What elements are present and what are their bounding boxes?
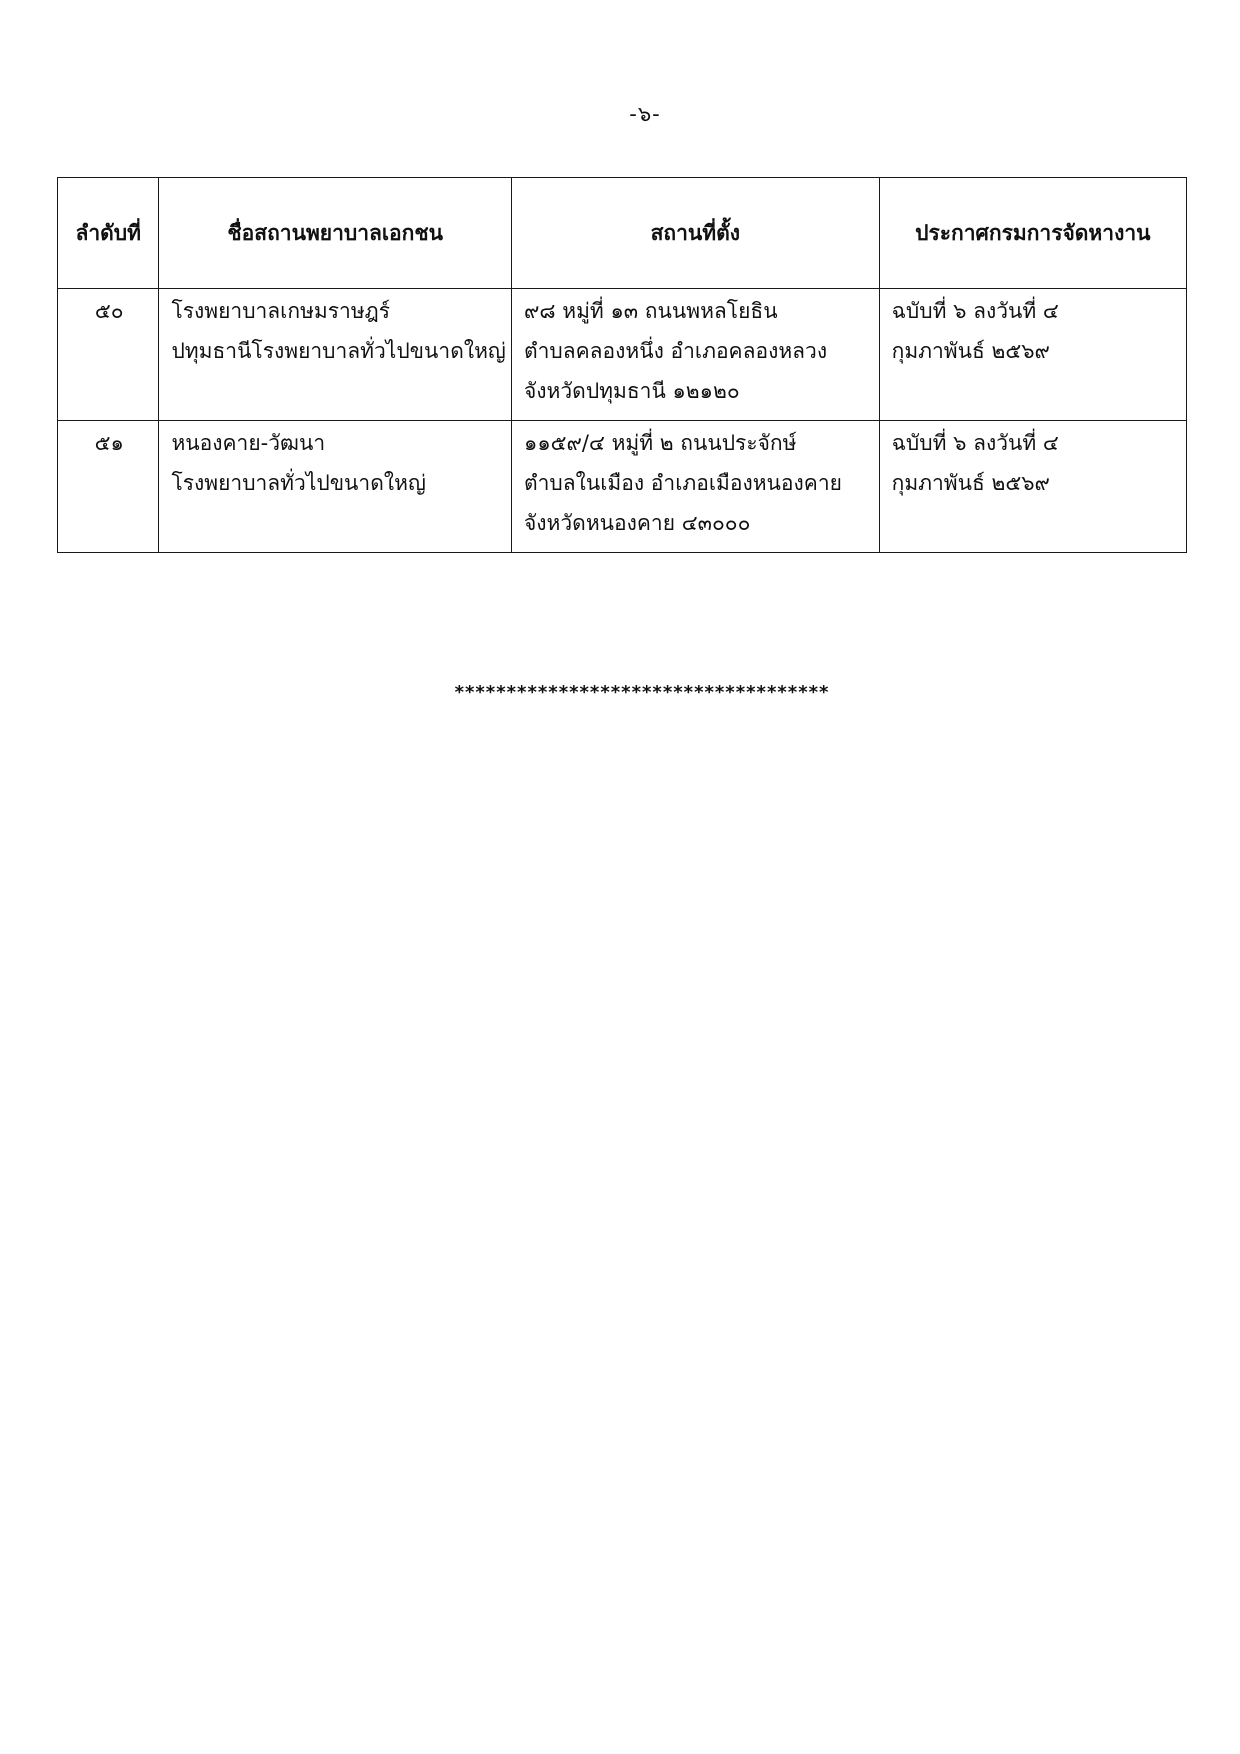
row-address	[511, 289, 879, 421]
header-announcement: ประกาศกรมการจัดหางาน	[879, 178, 1186, 289]
hospital-name-line: โรงพยาบาลทั่วไปขนาดใหญ่	[171, 471, 426, 495]
row-no: ๕๑	[58, 421, 159, 553]
row-announcement	[879, 289, 1186, 421]
address-line: ๙๘ หมู่ที่ ๑๓ ถนนพหลโยธิน	[523, 299, 778, 323]
hospital-name-line: หนองคาย-วัฒนา	[171, 431, 326, 455]
row-announcement	[879, 421, 1186, 553]
address-line: จังหวัดหนองคาย ๔๓๐๐๐	[523, 511, 751, 535]
end-of-list-marker: ************************************	[454, 682, 830, 703]
header-address: สถานที่ตั้ง	[511, 178, 879, 289]
address-line: ตำบลในเมือง อำเภอเมืองหนองคาย	[523, 471, 842, 495]
hospital-name-line: โรงพยาบาลเกษมราษฎร์	[171, 299, 391, 323]
table-header-row	[58, 178, 1187, 289]
row-address	[511, 421, 879, 553]
row-hospital-name	[159, 421, 512, 553]
announcement-line: กุมภาพันธ์ ๒๕๖๙	[891, 339, 1050, 363]
address-line: ตำบลคลองหนึ่ง อำเภอคลองหลวง	[523, 339, 828, 363]
table-row	[58, 421, 1187, 553]
announcement-line: ฉบับที่ ๖ ลงวันที่ ๔	[891, 299, 1059, 323]
hospital-table	[57, 177, 1187, 553]
row-hospital-name	[159, 289, 512, 421]
announcement-line: ฉบับที่ ๖ ลงวันที่ ๔	[891, 431, 1059, 455]
page-number: -๖-	[629, 102, 661, 126]
row-no: ๕๐	[58, 289, 159, 421]
table-row	[58, 289, 1187, 421]
address-line: ๑๑๕๙/๔ หมู่ที่ ๒ ถนนประจักษ์	[523, 431, 797, 455]
address-line: จังหวัดปทุมธานี ๑๒๑๒๐	[523, 379, 740, 403]
hospital-name-line: ปทุมธานีโรงพยาบาลทั่วไปขนาดใหญ่	[171, 339, 506, 363]
header-hospital-name: ชื่อสถานพยาบาลเอกชน	[159, 178, 512, 289]
announcement-line: กุมภาพันธ์ ๒๕๖๙	[891, 471, 1050, 495]
header-no: ลำดับที่	[58, 178, 159, 289]
